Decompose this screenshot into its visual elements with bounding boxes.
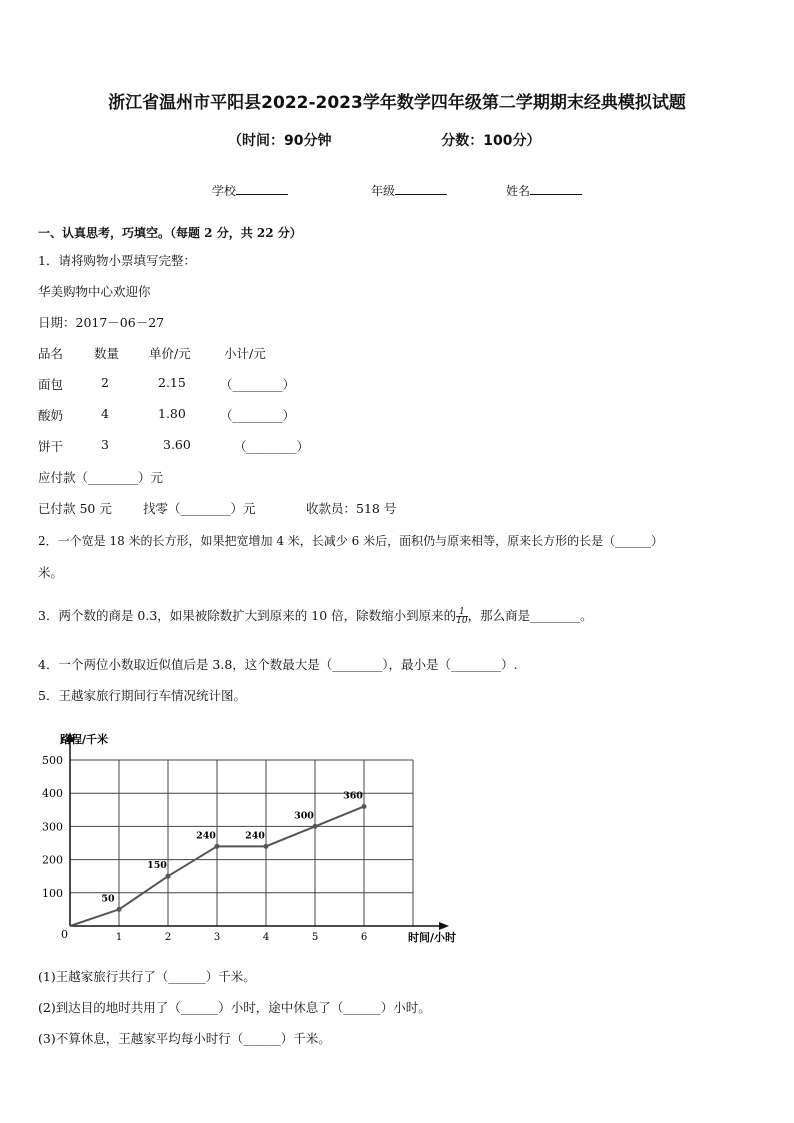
x-tick-label: 2 xyxy=(164,932,172,943)
receipt-row-qty: 3 xyxy=(101,437,109,452)
data-label: 150 xyxy=(147,860,167,872)
y-tick-label: 400 xyxy=(42,787,63,801)
receipt-row-subtotal: （________） xyxy=(234,439,310,454)
receipt-row-price: 2.15 xyxy=(158,375,186,390)
data-label: 50 xyxy=(101,893,115,905)
receipt-header-qty: 数量 xyxy=(94,346,120,361)
x-tick-label: 4 xyxy=(262,932,270,943)
q1-payable: 应付款（________）元 xyxy=(38,470,164,485)
data-point xyxy=(215,844,220,849)
fraction-numerator: 1 xyxy=(459,607,465,617)
q4: 4．一个两位小数取近似值后是 3.8，这个数最大是（________），最小是（________）. xyxy=(38,657,518,672)
grade-label: 年级 xyxy=(371,184,396,198)
data-point xyxy=(117,907,122,912)
receipt-header-subtotal: 小计/元 xyxy=(224,346,266,361)
data-point xyxy=(264,844,269,849)
y-tick-label: 500 xyxy=(42,754,63,767)
q1-stem: 1．请将购物小票填写完整： xyxy=(38,253,196,268)
data-point xyxy=(166,874,171,879)
y-tick-label: 200 xyxy=(42,853,63,867)
x-tick-label: 1 xyxy=(115,932,123,943)
data-point xyxy=(362,804,367,809)
receipt-header-price: 单价/元 xyxy=(149,346,191,361)
x-axis-label: 时间/小时 xyxy=(408,931,457,944)
exam-time: （时间：90分钟 xyxy=(228,133,332,149)
data-label: 240 xyxy=(196,830,216,842)
q1-change: 找零（________）元 xyxy=(143,501,256,516)
x-tick-label: 3 xyxy=(213,932,221,943)
fraction-denominator: 10 xyxy=(456,616,468,626)
data-point xyxy=(313,824,318,829)
receipt-row-name: 面包 xyxy=(38,377,64,392)
x-tick-label: 6 xyxy=(360,932,368,943)
q1-paid: 已付款 50 元 xyxy=(38,501,112,516)
q3-after: ，那么商是________。 xyxy=(467,608,593,623)
y-axis-label: 路程/千米 xyxy=(60,733,109,746)
data-label: 360 xyxy=(343,790,363,802)
receipt-row-price: 1.80 xyxy=(158,406,186,421)
receipt-row-subtotal: （________） xyxy=(220,377,296,392)
receipt-row-qty: 2 xyxy=(101,375,109,390)
exam-score: 分数：100分） xyxy=(441,133,541,149)
receipt-row-qty: 4 xyxy=(101,406,109,421)
q2-line2: 米。 xyxy=(38,565,64,580)
q1-date: 日期：2017－06－27 xyxy=(38,315,165,330)
section-heading: 一、认真思考，巧填空。（每题 2 分，共 22 分） xyxy=(38,226,302,240)
school-label: 学校 xyxy=(212,184,237,198)
q1-cashier: 收款员：518 号 xyxy=(306,501,397,516)
q5-sub1: (1)王越家旅行共行了（______）千米。 xyxy=(38,969,256,984)
origin-label: 0 xyxy=(61,928,68,941)
q5-sub3: (3)不算休息，王越家平均每小时行（______）千米。 xyxy=(38,1031,331,1046)
q5-stem: 5．王越家旅行期间行车情况统计图。 xyxy=(38,688,246,703)
q1-store: 华美购物中心欢迎你 xyxy=(38,284,151,299)
name-label: 姓名 xyxy=(506,184,531,198)
receipt-row-subtotal: （________） xyxy=(220,408,296,423)
receipt-row-name: 酸奶 xyxy=(38,408,64,423)
q5-sub2: (2)到达目的地时共用了（______）小时，途中休息了（______）小时。 xyxy=(38,1000,431,1015)
page-title: 浙江省温州市平阳县2022-2023学年数学四年级第二学期期末经典模拟试题 xyxy=(108,93,686,113)
data-label: 300 xyxy=(294,810,314,822)
y-tick-label: 100 xyxy=(42,886,63,900)
receipt-row-name: 饼干 xyxy=(38,439,64,454)
q3-before: 3．两个数的商是 0.3，如果被除数扩大到原来的 10 倍，除数缩小到原来的 xyxy=(38,608,457,623)
y-tick-label: 300 xyxy=(42,820,63,834)
q2-line1: 2．一个宽是 18 米的长方形，如果把宽增加 4 米，长减少 6 米后，面积仍与原来相等，原来长方形的长是（______） xyxy=(38,534,664,548)
x-axis-arrow-icon xyxy=(439,922,449,930)
receipt-row-price: 3.60 xyxy=(163,437,191,452)
data-label: 240 xyxy=(245,830,265,842)
x-tick-label: 5 xyxy=(311,932,319,943)
receipt-header-name: 品名 xyxy=(38,346,64,361)
